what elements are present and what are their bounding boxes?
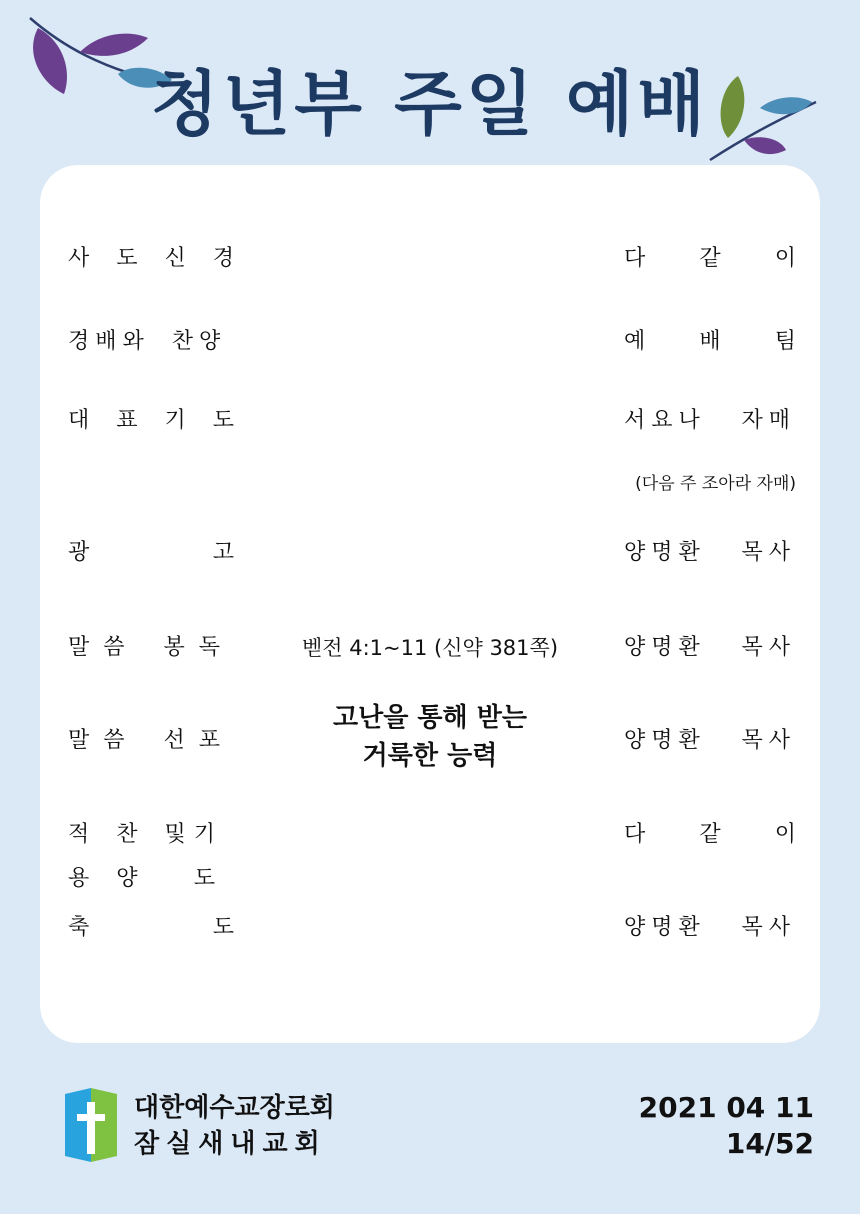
- order-row-response: [40, 813, 820, 891]
- next-week-note: (다음 주 조아라 자매): [635, 474, 796, 494]
- order-row-praise: [40, 320, 820, 364]
- scripture-passage: 벧전 4:1~11 (신약 381쪽): [301, 636, 559, 660]
- order-row-scripture: [40, 626, 820, 670]
- church-name: [134, 1090, 335, 1162]
- sermon-title: 고난을 통해 받는 거룩한 능력: [333, 703, 527, 771]
- page-number: 14/52: [725, 1127, 814, 1160]
- denomination-name: 대한예수교장로회: [134, 1093, 335, 1123]
- order-row-sermon: [40, 719, 820, 763]
- order-label: 사 도 신 경: [68, 246, 234, 271]
- bulletin-date: [639, 1090, 814, 1162]
- order-label: 광 고: [68, 540, 234, 565]
- order-label: 말씀 봉독: [68, 635, 234, 660]
- order-label: 축 도: [68, 915, 234, 940]
- order-person: 양명환 목사: [624, 635, 796, 660]
- order-person: 서요나 자매: [624, 408, 796, 433]
- service-date: 2021 04 11: [638, 1091, 814, 1124]
- order-label: 경배와 찬양: [68, 329, 227, 354]
- worship-order-card: [40, 165, 820, 1043]
- order-row-announcements: [40, 531, 820, 575]
- order-row-benediction: [40, 906, 820, 950]
- order-person: 예 배 팀: [624, 329, 796, 354]
- order-row-prayer: [40, 399, 820, 443]
- order-person: 양명환 목사: [624, 540, 796, 565]
- order-label: 말씀 선포: [68, 728, 234, 753]
- church-local-name: 잠실새내교회: [134, 1129, 327, 1159]
- order-row-creed: [40, 237, 820, 281]
- order-label: 적용 찬양 및 기도: [68, 822, 216, 891]
- order-person: 양명환 목사: [624, 728, 796, 753]
- order-label: 대 표 기 도: [68, 408, 234, 433]
- order-person: 양명환 목사: [624, 915, 796, 940]
- order-person: 다 같 이: [624, 246, 796, 271]
- page-title: 청년부 주일 예배: [150, 63, 710, 145]
- church-cross-logo-icon: [65, 1088, 117, 1162]
- order-person: 다 같 이: [624, 822, 796, 847]
